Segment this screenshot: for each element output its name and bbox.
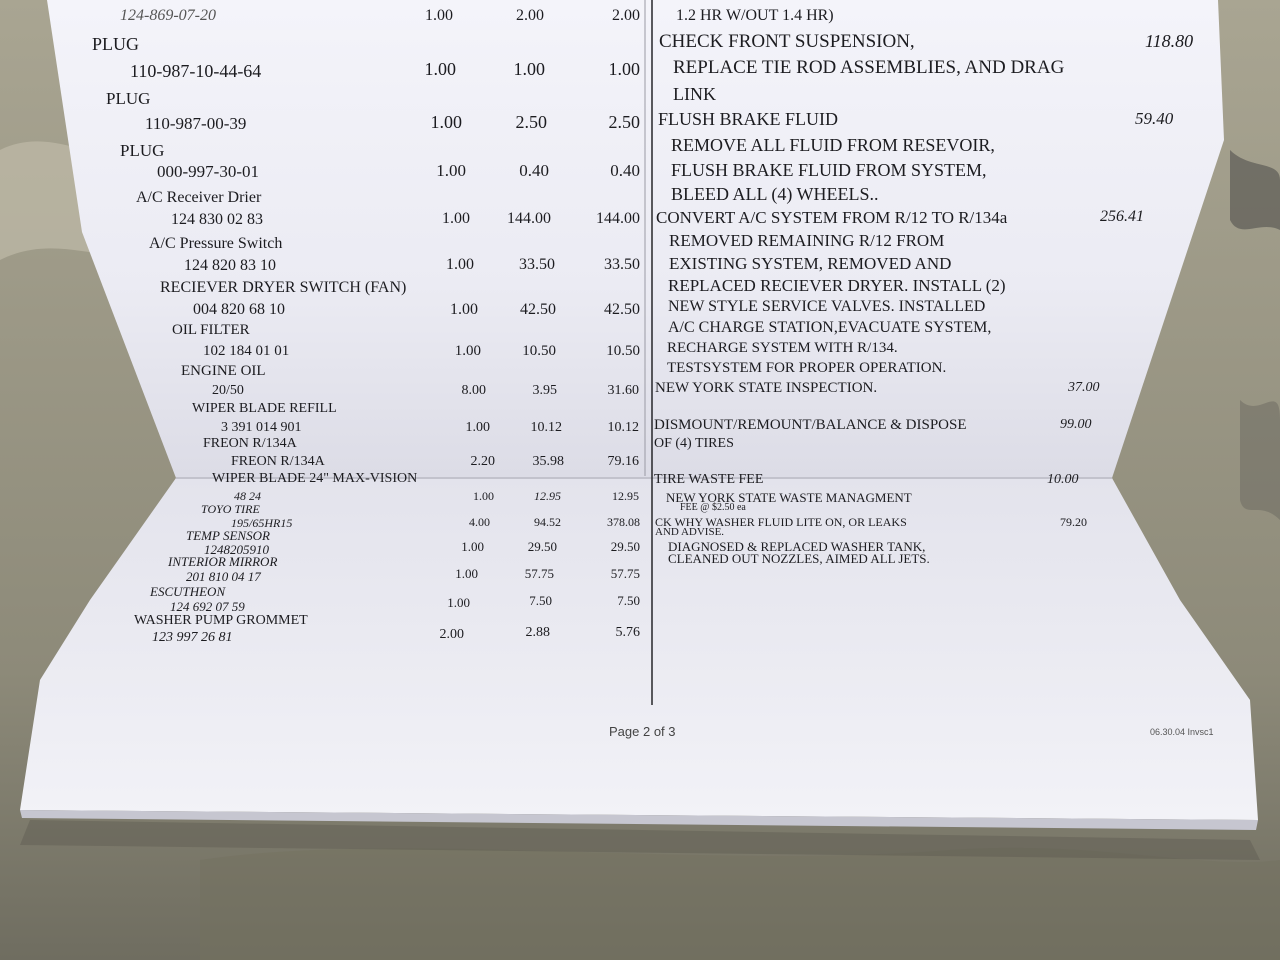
part-qty: 1.00 [461,539,484,554]
part-qty: 1.00 [430,112,462,132]
labor-line: CK WHY WASHER FLUID LITE ON, OR LEAKS [655,515,907,529]
part-price: 144.00 [507,210,551,227]
part-price: 2.50 [515,112,547,132]
part-name: TOYO TIRE [201,502,260,516]
labor-line: TIRE WASTE FEE [654,472,764,487]
labor-amount: 37.00 [1068,380,1100,395]
labor-line: REPLACED RECIEVER DRYER. INSTALL (2) [668,276,1006,295]
labor-line: CLEANED OUT NOZZLES, AIMED ALL JETS. [668,551,930,566]
labor-line: RECHARGE SYSTEM WITH R/134. [667,340,898,356]
part-total: 42.50 [604,301,640,318]
part-qty: 8.00 [461,383,486,398]
part-number: 110-987-10-44-64 [130,61,262,81]
rug-pattern [1240,400,1280,520]
part-name: WIPER BLADE REFILL [192,401,337,416]
part-qty: 1.00 [473,489,494,503]
part-number: 123 997 26 81 [152,630,233,645]
part-name: ENGINE OIL [181,363,266,379]
part-number: 124 820 83 10 [184,257,276,274]
part-price: 2.88 [525,625,550,640]
labor-amount: 59.40 [1135,109,1174,128]
part-name: ESCUTHEON [150,584,226,599]
part-total: 10.50 [606,343,640,359]
part-name: OIL FILTER [172,322,250,338]
labor-line: BLEED ALL (4) WHEELS.. [671,184,879,204]
part-number: 3 391 014 901 [221,420,302,435]
form-code: 06.30.04 Invsc1 [1150,727,1214,737]
labor-line: DISMOUNT/REMOUNT/BALANCE & DISPOSE [654,417,967,433]
part-price: 57.75 [524,566,554,581]
part-price: 35.98 [532,454,564,469]
labor-amount: 118.80 [1145,31,1194,51]
part-price: 10.12 [530,420,562,435]
labor-line: AND ADVISE. [655,526,725,538]
part-total: 31.60 [607,383,639,398]
labor-line: REMOVED REMAINING R/12 FROM [669,231,945,250]
part-qty: 1.00 [436,161,466,180]
part-qty: 1.00 [447,595,470,610]
part-price: 2.00 [516,7,544,24]
labor-line: A/C CHARGE STATION,EVACUATE SYSTEM, [668,319,992,336]
part-name: PLUG [106,89,151,108]
part-number: 000-997-30-01 [157,162,259,181]
labor-line: NEW STYLE SERVICE VALVES. INSTALLED [668,298,986,315]
part-number: 124 692 07 59 [170,599,245,614]
part-number: 124 830 02 83 [171,211,263,228]
labor-line: CHECK FRONT SUSPENSION, [659,31,915,52]
part-price: 33.50 [519,256,555,273]
page-number: Page 2 of 3 [609,724,676,739]
labor-amount: 10.00 [1047,472,1079,487]
part-price: 10.50 [522,343,556,359]
labor-line: DIAGNOSED & REPLACED WASHER TANK, [668,539,926,554]
part-name: WASHER PUMP GROMMET [134,613,308,628]
labor-line: NEW YORK STATE INSPECTION. [655,380,878,396]
part-qty: 1.00 [450,301,478,318]
part-qty: 1.00 [446,256,474,273]
labor-line: EXISTING SYSTEM, REMOVED AND [669,254,952,273]
labor-amount: 256.41 [1100,208,1144,225]
part-name: FREON R/134A [203,436,297,451]
part-name: PLUG [92,34,140,54]
part-number: 004 820 68 10 [193,301,285,318]
part-total: 79.16 [607,454,639,469]
part-total: 2.00 [612,7,640,24]
part-price: 29.50 [527,539,557,554]
labor-amount: 99.00 [1060,417,1092,432]
labor-line: REPLACE TIE ROD ASSEMBLIES, AND DRAG [673,57,1065,78]
part-total: 144.00 [596,210,640,227]
labor-line: LINK [673,84,716,104]
part-total: 33.50 [604,256,640,273]
part-price: 12.95 [534,489,561,503]
part-qty: 1.00 [424,59,456,79]
labor-line: CONVERT A/C SYSTEM FROM R/12 TO R/134a [656,208,1008,227]
part-name: RECIEVER DRYER SWITCH (FAN) [160,279,407,296]
part-number: FREON R/134A [231,454,325,469]
labor-amount: 79.20 [1060,515,1087,529]
part-qty: 1.00 [465,420,490,435]
part-total: 29.50 [610,539,640,554]
part-price: 94.52 [534,515,561,529]
part-name: INTERIOR MIRROR [168,554,278,569]
part-price: 1.00 [513,59,545,79]
part-total: 1.00 [608,59,640,79]
labor-line: FLUSH BRAKE FLUID FROM SYSTEM, [671,160,987,180]
part-number: 201 810 04 17 [186,569,261,584]
labor-line: REMOVE ALL FLUID FROM RESEVOIR, [671,135,995,155]
part-name: A/C Receiver Drier [136,189,262,206]
part-qty: 4.00 [469,515,490,529]
part-number: 20/50 [212,383,244,398]
part-price: 0.40 [519,161,549,180]
part-price: 42.50 [520,301,556,318]
part-qty: 1.00 [455,566,478,581]
labor-line: FEE @ $2.50 ea [680,502,746,513]
part-total: 2.50 [608,112,640,132]
part-total: 10.12 [607,420,639,435]
labor-line: NEW YORK STATE WASTE MANAGMENT [666,490,912,505]
labor-line: 1.2 HR W/OUT 1.4 HR) [676,7,834,24]
part-total: 378.08 [607,515,640,529]
part-name: TEMP SENSOR [186,528,270,543]
part-total: 57.75 [610,566,640,581]
part-name: A/C Pressure Switch [149,235,283,252]
part-qty: 2.00 [439,627,464,642]
part-total: 0.40 [610,161,640,180]
labor-line: OF (4) TIRES [654,436,734,451]
part-price: 3.95 [532,383,557,398]
part-qty: 1.00 [454,343,481,359]
part-qty: 2.20 [470,454,495,469]
part-qty: 1.00 [442,210,470,227]
part-name: WIPER BLADE 24" MAX-VISION [212,471,418,486]
labor-line: TESTSYSTEM FOR PROPER OPERATION. [667,360,947,376]
part-price: 7.50 [529,593,552,608]
part-number: 1248205910 [204,542,269,557]
part-number: 195/65HR15 [231,516,293,530]
part-number: 124-869-07-20 [120,7,216,24]
part-number: 102 184 01 01 [203,343,290,359]
part-number: 110-987-00-39 [145,114,247,133]
part-total: 7.50 [617,593,640,608]
rug-pattern [200,848,1280,960]
part-total: 12.95 [612,489,639,503]
part-number: 48 24 [234,489,261,503]
part-qty: 1.00 [425,7,453,24]
part-name: PLUG [120,141,165,160]
part-total: 5.76 [615,625,640,640]
labor-line: FLUSH BRAKE FLUID [658,109,839,129]
